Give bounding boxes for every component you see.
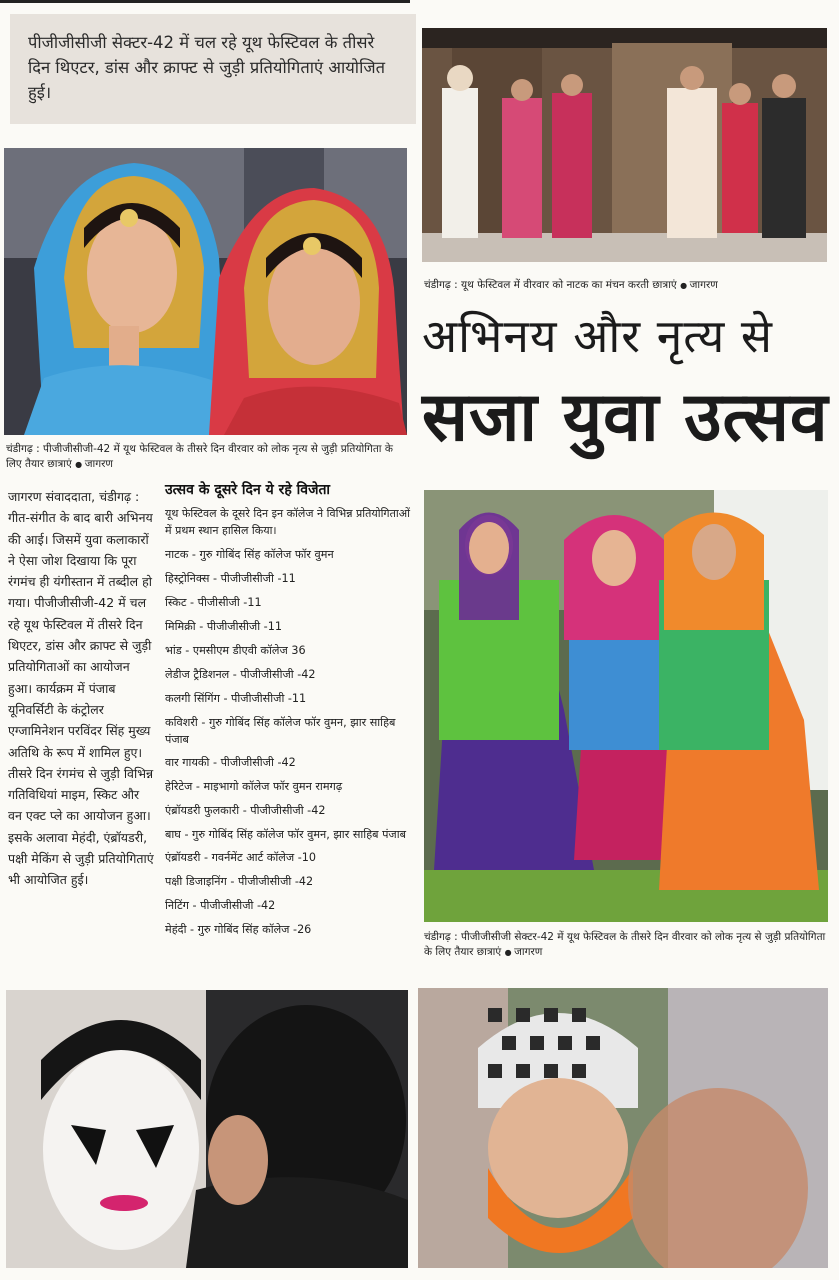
winner-item: निटिंग - पीजीजीसीजी -42 bbox=[165, 899, 276, 912]
winner-item: वार गायकी - पीजीजीसीजी -42 bbox=[165, 756, 296, 769]
photo-credit: ● जागरण bbox=[75, 458, 113, 470]
winners-intro: यूथ फेस्टिवल के दूसरे दिन इन कॉलेज ने विभिन्न प्रतियोगिताओं में प्रथम स्थान हासिल किया। bbox=[165, 507, 410, 537]
photo-folk-dancers bbox=[424, 490, 828, 922]
caption-top-right bbox=[424, 278, 829, 293]
winner-item: हेरिटेज - माइभागो कॉलेज फॉर वुमन रामगढ़ bbox=[165, 780, 343, 793]
winner-item: लेडीज ट्रैडिशनल - पीजीजीसीजी -42 bbox=[165, 668, 316, 681]
winner-item: मिमिक्री - पीजीजीसीजी -11 bbox=[165, 620, 282, 633]
photo-dancers-closeup bbox=[4, 148, 407, 435]
winners-box bbox=[165, 480, 415, 942]
photo-mime-performers bbox=[6, 990, 408, 1268]
headline bbox=[422, 308, 832, 458]
caption-text: चंडीगढ़ : यूथ फेस्टिवल में वीरवार को नाटक का मंचन करती छात्राएं bbox=[424, 279, 677, 291]
headline-line-1: अभिनय और नृत्य से bbox=[422, 309, 773, 363]
winner-item: कलगी सिंगिंग - पीजीजीसीजी -11 bbox=[165, 692, 307, 705]
winner-item: मेहंदी - गुरु गोबिंद सिंह कॉलेज -26 bbox=[165, 923, 312, 936]
photo-credit: ● जागरण bbox=[680, 279, 718, 291]
winner-item: बाघ - गुरु गोबिंद सिंह कॉलेज फॉर वुमन, झार साहिब पंजाब bbox=[165, 828, 407, 841]
caption-top-left bbox=[6, 442, 406, 472]
winner-item: भांड - एमसीएम डीएवी कॉलेज 36 bbox=[165, 644, 306, 657]
caption-mid-right bbox=[424, 930, 829, 960]
photo-credit: ● जागरण bbox=[505, 946, 543, 958]
winners-list bbox=[165, 543, 415, 942]
winner-item: नाटक - गुरु गोबिंद सिंह कॉलेज फॉर वुमन bbox=[165, 548, 334, 561]
winner-item: एंब्रॉयडरी - गवर्नमेंट आर्ट कॉलेज -10 bbox=[165, 851, 317, 864]
photo-costume-beard bbox=[418, 988, 828, 1268]
caption-text: चंडीगढ़ : पीजीजीसीजी सेक्टर-42 में यूथ फेस्टिवल के तीसरे दिन वीरवार को लोक नृत्य से जुड़ी प्रतियोगिता के लिए तैयार छात्राएं bbox=[424, 931, 826, 958]
winner-item: स्किट - पीजीसीजी -11 bbox=[165, 596, 262, 609]
winner-item: हिस्ट्रोनिक्स - पीजीजीसीजी -11 bbox=[165, 572, 296, 585]
winners-heading: उत्सव के दूसरे दिन ये रहे विजेता bbox=[165, 482, 331, 498]
article-body: जागरण संवाददाता, चंडीगढ़ : गीत-संगीत के बाद बारी अभिनय की आई। जिसमें युवा कलाकारों ने ऐसा जोश दिखाया कि पूरा रंगमंच ही यंगीस्तान में तब्दील हो गया। पीजीजीसीजी-42 में चल रहे यूथ फेस्टिवल में तीसरे दिन थिएटर, डांस और क्राफ्ट से जुड़ी प्रतियोगिताओं का आयोजन हुआ। कार्यक्रम में पंजाब यूनिवर्सिटी के कंट्रोलर एग्जामिनेशन परविंदर सिंह मुख्य अतिथि के रूप में शामिल हुए। तीसरे दिन रंगमंच से जुड़ी विभिन्न गतिविधियां माइम, स्किट और वन एक्ट प्ले का आयोजन हुआ। इसके अलावा मेहंदी, एंब्रॉयडरी, पक्षी मेकिंग से जुड़ी प्रतियोगिताएं भी आयोजित हुई। bbox=[8, 489, 154, 888]
winner-item: एंब्रॉयडरी फुलकारी - पीजीजीसीजी -42 bbox=[165, 804, 326, 817]
winner-item: कविशरी - गुरु गोबिंद सिंह कॉलेज फॉर वुमन, झार साहिब पंजाब bbox=[165, 716, 396, 746]
headline-line-2: सजा युवा उत्सव bbox=[422, 378, 829, 457]
photo-stage-play bbox=[422, 28, 827, 262]
lead-summary: पीजीजीसीजी सेक्टर-42 में चल रहे यूथ फेस्टिवल के तीसरे दिन थिएटर, डांस और क्राफ्ट से जुड़ी प्रतियोगिताएं आयोजित हुई। bbox=[10, 14, 416, 124]
winner-item: पक्षी डिजाइनिंग - पीजीजीसीजी -42 bbox=[165, 875, 314, 888]
caption-text: चंडीगढ़ : पीजीजीसीजी-42 में यूथ फेस्टिवल के तीसरे दिन वीरवार को लोक नृत्य से जुड़ी प्रतियोगिता के लिए तैयार छात्राएं bbox=[6, 443, 393, 470]
top-rule bbox=[0, 0, 410, 3]
